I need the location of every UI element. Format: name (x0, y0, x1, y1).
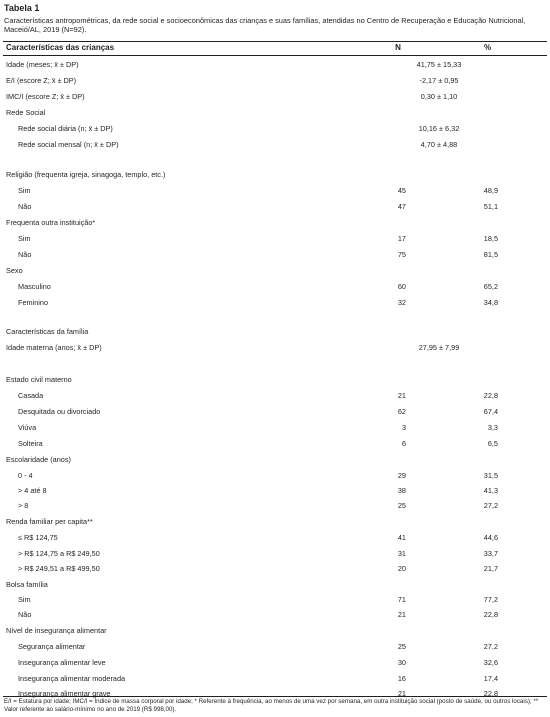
row-pct: 48,9 (483, 186, 498, 195)
row-label: Sim (18, 186, 31, 195)
header-pct: % (484, 43, 492, 52)
row-pct: 27,2 (483, 642, 498, 651)
row-label: Sexo (6, 266, 23, 275)
row-label: Idade materna (anos; x̄ ± DP) (6, 343, 102, 352)
row-label: Viúva (18, 423, 37, 432)
row-label: Religião (frequenta igreja, sinagoga, templo, etc.) (6, 170, 166, 179)
row-summary-value: 4,70 ± 4,88 (420, 140, 458, 149)
table-row (0, 625, 550, 637)
row-label: Insegurança alimentar leve (18, 658, 106, 667)
row-label: Estado civil materno (6, 375, 72, 384)
row-label: Idade (meses; x̄ ± DP) (6, 60, 79, 69)
row-pct: 22,8 (483, 610, 498, 619)
row-pct: 22,8 (483, 391, 498, 400)
table-row (0, 107, 550, 119)
row-label: ≤ R$ 124,75 (18, 533, 58, 542)
row-label: Insegurança alimentar moderada (18, 674, 126, 683)
row-label: Rede social mensal (n; x̄ ± DP) (18, 140, 119, 149)
row-n: 21 (397, 689, 406, 698)
row-n: 21 (397, 391, 406, 400)
row-label: > 4 até 8 (18, 486, 47, 495)
row-label: Casada (18, 391, 44, 400)
table-caption: Características antropométricas, da rede social e socioeconômicas das crianças e suas famílias, atendidas no Centro de Recuperação e Educação Nutricional, Maceió/AL, 2019 (N=92). (4, 16, 526, 34)
row-summary-value: 41,75 ± 15,33 (416, 60, 462, 69)
row-n: 71 (397, 595, 406, 604)
row-label: Solteira (18, 439, 43, 448)
row-n: 30 (397, 658, 406, 667)
table-row (0, 342, 550, 354)
table-row (0, 59, 550, 71)
table-row (0, 609, 550, 621)
row-pct: 67,4 (483, 407, 498, 416)
row-pct: 81,5 (483, 250, 498, 259)
row-n: 21 (397, 610, 406, 619)
table-row (0, 454, 550, 466)
row-label: Não (18, 610, 32, 619)
table-row (0, 673, 550, 685)
table-row (0, 470, 550, 482)
table-row (0, 548, 550, 560)
top-rule (3, 41, 547, 42)
row-n: 25 (397, 501, 406, 510)
table-row (0, 91, 550, 103)
table-row (0, 406, 550, 418)
row-label: Frequenta outra instituição* (6, 218, 96, 227)
table-row (0, 233, 550, 245)
table-row (0, 249, 550, 261)
row-pct: 18,5 (483, 234, 498, 243)
row-summary-value: 10,16 ± 6,32 (418, 124, 460, 133)
table-row (0, 297, 550, 309)
row-label: Rede social diária (n; x̄ ± DP) (18, 124, 113, 133)
row-label: Bolsa família (6, 580, 48, 589)
table-row (0, 500, 550, 512)
row-label: IMC/I (escore Z; x̄ ± DP) (6, 92, 85, 101)
row-n: 16 (397, 674, 406, 683)
row-label: Segurança alimentar (18, 642, 86, 651)
row-n: 41 (397, 533, 406, 542)
table-row (0, 422, 550, 434)
header-label: Características das crianças (6, 43, 115, 52)
table-row (0, 657, 550, 669)
table-header (0, 43, 550, 55)
row-n: 20 (397, 564, 406, 573)
table-row (0, 265, 550, 277)
row-pct: 31,5 (483, 471, 498, 480)
row-pct: 27,2 (483, 501, 498, 510)
row-summary-value: 27,95 ± 7,99 (418, 343, 460, 352)
table-row (0, 217, 550, 229)
bottom-rule (3, 696, 547, 697)
header-rule (3, 55, 547, 56)
table-row (0, 563, 550, 575)
row-label: > R$ 249,51 a R$ 499,50 (18, 564, 100, 573)
row-label: Sim (18, 234, 31, 243)
row-label: Não (18, 202, 32, 211)
row-pct: 44,6 (483, 533, 498, 542)
row-n: 17 (397, 234, 406, 243)
row-label: > R$ 124,75 a R$ 249,50 (18, 549, 100, 558)
row-n: 32 (397, 298, 406, 307)
row-pct: 33,7 (483, 549, 498, 558)
row-n: 45 (397, 186, 406, 195)
table-row (0, 139, 550, 151)
row-pct: 21,7 (483, 564, 498, 573)
row-label: Insegurança alimentar grave (18, 689, 111, 698)
row-label: Rede Social (6, 108, 46, 117)
row-label: E/I (escore Z; x̄ ± DP) (6, 76, 77, 85)
row-label: > 8 (18, 501, 29, 510)
row-pct: 22,8 (483, 689, 498, 698)
header-n: N (395, 43, 401, 52)
row-pct: 6,5 (487, 439, 498, 448)
table-row (0, 185, 550, 197)
row-label: Escolaridade (anos) (6, 455, 71, 464)
table-row (0, 532, 550, 544)
table-row (0, 75, 550, 87)
row-n: 60 (397, 282, 406, 291)
row-summary-value: -2,17 ± 0,95 (419, 76, 459, 85)
row-n: 38 (397, 486, 406, 495)
table-row (0, 594, 550, 606)
table-row (0, 390, 550, 402)
table-row (0, 281, 550, 293)
row-n: 6 (401, 439, 406, 448)
table-footnote: E/I = Estatura por idade; IMC/I = Índice de massa corporal por idade; * Referente à frequência, ao menos de uma vez por semana, em outra instituição social (posto de saúde, ou outros locais); ** Valor referente ao salário-mínimo no ano de 2019 (R$ 998,00). (4, 698, 539, 713)
table-row (0, 201, 550, 213)
table-row (0, 516, 550, 528)
row-n: 25 (397, 642, 406, 651)
row-label: Nível de insegurança alimentar (6, 626, 107, 635)
table-row (0, 579, 550, 591)
row-label: Renda familiar per capita** (6, 517, 93, 526)
row-pct: 77,2 (483, 595, 498, 604)
row-pct: 34,8 (483, 298, 498, 307)
row-pct: 41,3 (483, 486, 498, 495)
row-n: 75 (397, 250, 406, 259)
table-row (0, 123, 550, 135)
table-row (0, 169, 550, 181)
table-title: Tabela 1 (4, 3, 40, 13)
row-n: 62 (397, 407, 406, 416)
row-label: Características da família (6, 327, 89, 336)
row-pct: 32,6 (483, 658, 498, 667)
table-row (0, 438, 550, 450)
row-label: Desquitada ou divorciado (18, 407, 101, 416)
row-pct: 65,2 (483, 282, 498, 291)
row-n: 29 (397, 471, 406, 480)
row-label: Não (18, 250, 32, 259)
row-pct: 17,4 (483, 674, 498, 683)
row-label: 0 - 4 (18, 471, 33, 480)
row-summary-value: 0,30 ± 1,10 (420, 92, 458, 101)
row-label: Sim (18, 595, 31, 604)
row-label: Masculino (18, 282, 51, 291)
row-n: 47 (397, 202, 406, 211)
row-label: Feminino (18, 298, 49, 307)
table-row (0, 374, 550, 386)
row-pct: 51,1 (483, 202, 498, 211)
row-pct: 3,3 (487, 423, 498, 432)
row-n: 3 (401, 423, 406, 432)
table-row (0, 485, 550, 497)
table-row (0, 641, 550, 653)
table-row (0, 326, 550, 338)
row-n: 31 (397, 549, 406, 558)
